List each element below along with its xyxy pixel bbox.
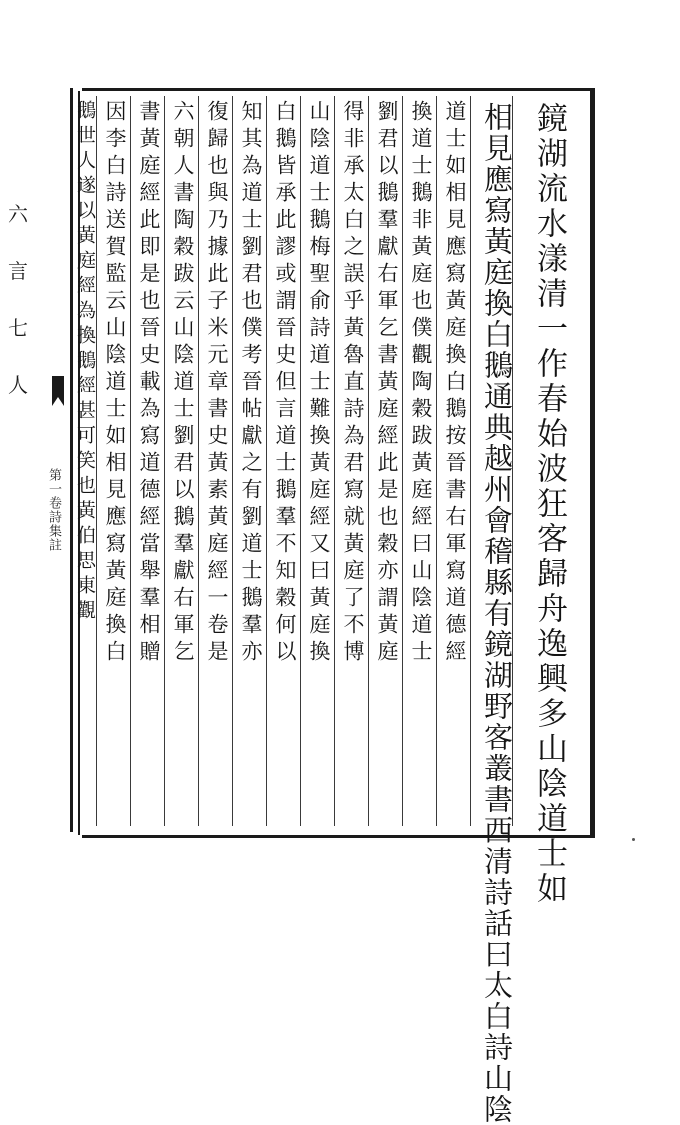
text-column: 鵝世人遂以黃庭經為換鵝經甚可笑也黃伯思東觀: [74, 100, 96, 625]
text-column: 相見應寫黃庭換白鵝通典越州會稽縣有鏡湖野客叢書西清詩話曰太白詩山陰: [480, 102, 514, 1125]
text-column: 知其為道士劉君也僕考晉帖獻之有劉道士鵝羣亦: [239, 100, 263, 667]
margin-glyph: 六: [8, 202, 28, 226]
text-column: 道士如相見應寫黃庭換白鵝按晉書右軍寫道德經: [443, 100, 467, 667]
margin-glyph: 言: [8, 259, 28, 283]
text-column: 換道士鵝非黃庭也僕觀陶穀跋黃庭經曰山陰道士: [409, 100, 433, 667]
column-rule: [470, 96, 471, 826]
text-column: 白鵝皆承此謬或謂晉史但言道士鵝羣不知穀何以: [273, 100, 297, 667]
column-rule: [300, 96, 301, 826]
text-column: 書黃庭經此即是也晉史載為寫道德經當舉羣相贈: [137, 100, 161, 667]
column-rule: [232, 96, 233, 826]
speck: [632, 838, 635, 841]
text-column: 鏡湖流水漾清一作春始波狂客歸舟逸興多山陰道士如: [531, 102, 567, 907]
text-column: 復歸也與乃據此子米元章書史黃素黃庭經一卷是: [205, 100, 229, 667]
column-rule: [164, 96, 165, 826]
column-rule: [368, 96, 369, 826]
column-rule: [436, 96, 437, 826]
previous-leaf-margin: [0, 88, 72, 832]
text-column: 六朝人書陶穀跋云山陰道士劉君以鵝羣獻右軍乞: [171, 100, 195, 667]
margin-title: 第一卷詩集註: [46, 468, 61, 552]
margin-glyph: 人: [8, 373, 28, 397]
text-column: 劉君以鵝羣獻右軍乞書黃庭經此是也穀亦謂黃庭: [375, 100, 399, 667]
text-column: 山陰道士鵝梅聖俞詩道士難換黃庭經又曰黃庭換: [307, 100, 331, 667]
column-rule: [402, 96, 403, 826]
column-rule: [266, 96, 267, 826]
text-column: 因李白詩送賀監云山陰道士如相見應寫黃庭換白: [103, 100, 127, 667]
text-column: 得非承太白之誤乎黃魯直詩為君寫就黃庭了不博: [341, 100, 365, 667]
margin-glyph: 七: [8, 316, 28, 340]
column-rule: [198, 96, 199, 826]
column-rule: [130, 96, 131, 826]
column-rule: [334, 96, 335, 826]
